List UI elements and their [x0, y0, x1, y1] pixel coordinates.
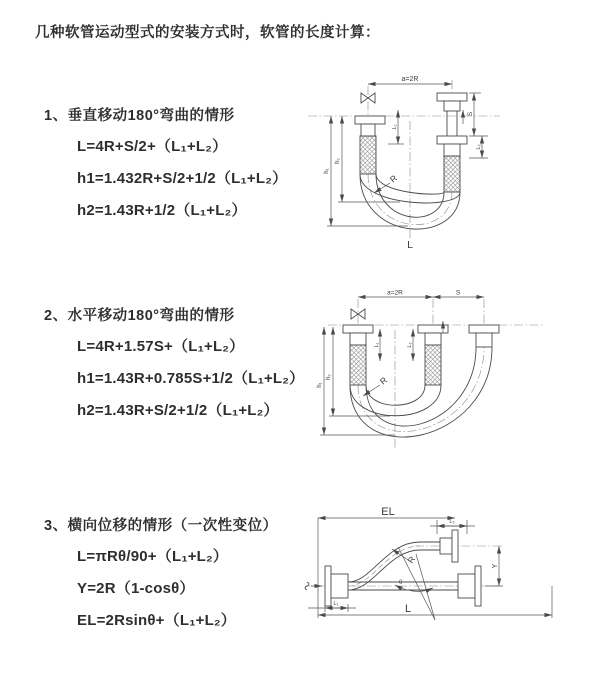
d2-label-r: R	[377, 374, 389, 387]
d2-label-s: S	[455, 289, 461, 297]
d2-label-a2r: a=2R	[387, 289, 403, 297]
formula-1-h1: h1=1.432R+S/2+1/2（L₁+L₂）	[77, 170, 288, 187]
d3-axis-break	[305, 582, 322, 590]
d2-label-h1: h₁	[317, 382, 323, 388]
d2-dimensions	[320, 297, 484, 435]
d1-label-l: L	[407, 239, 413, 251]
d1-label-l1: L₁	[392, 124, 398, 130]
d3-label-y: Y	[492, 563, 499, 569]
d3-label-theta: θ	[399, 580, 403, 586]
d1-dimensions	[327, 84, 488, 226]
d1-label-a2r: a=2R	[401, 76, 419, 83]
formula-3-y: Y=2R（1-cosθ）	[77, 580, 195, 597]
section-3	[44, 514, 314, 637]
d2-right-fitting	[469, 325, 499, 347]
d3-label-l2: L₂	[449, 519, 455, 525]
d3-displaced-hose	[348, 542, 440, 590]
d1-label-h1: h₁	[324, 168, 330, 174]
d2-label-l1: L₁	[374, 342, 380, 348]
d3-dim-labels	[334, 506, 499, 615]
d1-label-l2: L₂	[476, 144, 482, 150]
d3-label-r: R	[405, 554, 418, 566]
formula-2-h1: h1=1.43R+0.785S+1/2（L₁+L₂）	[77, 370, 305, 387]
section-2-heading: 2、水平移动180°弯曲的情形	[44, 308, 235, 324]
d1-label-h2: h₂	[335, 158, 341, 164]
d3-upper-flange	[440, 530, 458, 562]
d1-left-fitting	[355, 116, 385, 174]
formula-2-h2: h2=1.43R+S/2+1/2（L₁+L₂）	[77, 402, 279, 419]
formula-3-el: EL=2Rsinθ+（L₁+L₂）	[77, 612, 236, 629]
diagram-vertical-180-bend	[300, 66, 570, 263]
formula-3-l: L=πRθ/90+（L₁+L₂）	[77, 548, 229, 565]
d2-label-l2: L₂	[407, 342, 413, 348]
section-1-heading: 1、垂直移动180°弯曲的情形	[44, 108, 235, 124]
d3-label-l1: L₁	[333, 601, 339, 607]
formula-1-l: L=4R+S/2+（L₁+L₂）	[77, 138, 228, 155]
section-3-heading: 3、横向位移的情形（一次性变位）	[44, 518, 278, 534]
d2-left-fitting	[343, 325, 373, 385]
diagram-horizontal-180-bend	[300, 285, 590, 457]
d2-hose-arcs	[350, 347, 492, 437]
d1-label-s: S	[467, 111, 474, 117]
d1-label-r: R	[387, 172, 399, 185]
section-2	[44, 304, 314, 427]
formula-1-h2: h2=1.43R+1/2（L₁+L₂）	[77, 202, 247, 219]
d3-left-flange	[325, 566, 348, 606]
d3-label-el: EL	[381, 506, 395, 518]
d3-label-l: L	[404, 603, 412, 615]
d1-right-fitting	[437, 93, 467, 192]
diagram-lateral-displacement	[300, 500, 595, 652]
page-title: 几种软管运动型式的安装方式时，软管的长度计算：	[35, 25, 380, 41]
section-1	[44, 104, 314, 227]
formula-2-l: L=4R+1.57S+（L₁+L₂）	[77, 338, 245, 355]
d2-middle-fitting	[418, 325, 448, 385]
d3-right-flange	[458, 566, 481, 606]
d2-label-h2: h₂	[326, 374, 332, 380]
